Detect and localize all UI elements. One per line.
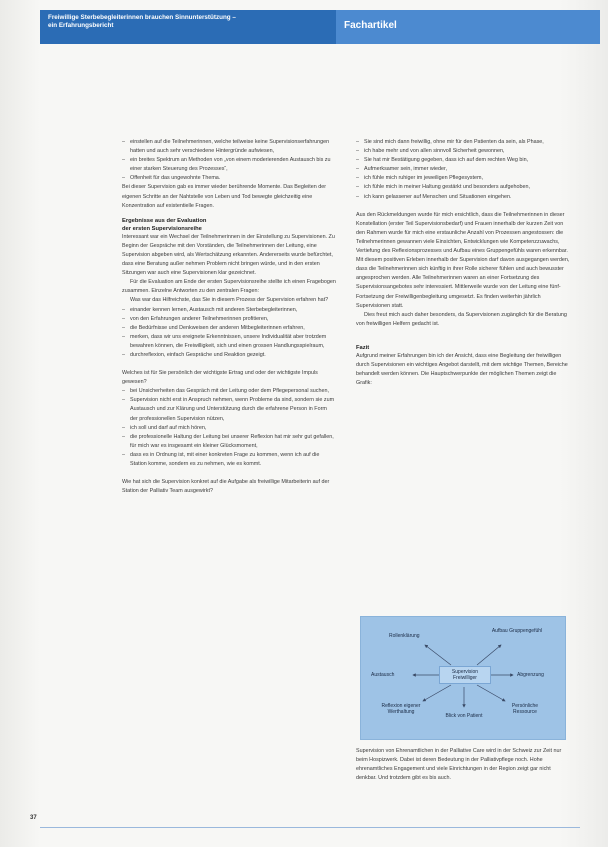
section-heading: Fazit <box>356 344 370 351</box>
list-item: – einstellen auf die Teilnehmerinnen, welche teilweise keine Supervisionserfahrungen hatten und auch sehr verschiedene Hintergründe aufwiesen, <box>122 138 336 156</box>
paragraph: Interessant war ein Wechsel der Teilnehmerinnen in der Einstellung zu Supervisionen. Zu Beginn der Gespräche mit den Vorständen, die Teilnehmerinnen der Leitung, eine Supervision abgeben wird, als Wertschätzung erkannten. Andererseits wurde befürchtet, dass eine Beratung außer nehmen Problem nicht bringen würde, und in den ersten Sitzungen war auch eine Supervisionen klar gezeichnet. <box>122 233 335 277</box>
header-title-line2: ein Erfahrungsbericht <box>48 22 114 29</box>
list-item: – ein breites Spektrum an Methoden von „von einem moderierenden Austausch bis zu einer starken Steuerung des Prozesses“, <box>122 156 336 174</box>
diagram-node: Abgrenzung <box>517 672 544 678</box>
list-item: – Supervision nicht erst in Anspruch nehmen, wenn Probleme da sind, sondern sie zum Austausch und zur Klärung und Unterstützung durch die erfahrene Person in Form der professionellen Supervision nützen, <box>122 396 336 423</box>
paragraph: Aufgrund meiner Erfahrungen bin ich der Ansicht, dass eine Begleitung der freiwilligen durch Supervisionen ein wichtiges Angebot darstellt, mit dem wichtige Themen, Bereiche behandelt werden können. Die Hauptschwerpunkte der möglichen Themen zeigt die Grafik: <box>356 352 568 387</box>
paragraph: Bei dieser Supervision gab es immer wieder berührende Momente. Das Begleiten der eigenen Schritte an der Nahtstelle von Leben und Tod bewegte gleichzeitig eine Konzentration auf existentielle Fragen. <box>122 184 327 209</box>
header-title <box>40 10 336 44</box>
paragraph: Dies freut mich auch daher besonders, da Supervisionen zugänglich für die Beratung von freiwilligen Helfern gedacht ist. <box>356 311 567 327</box>
supervision-diagram <box>360 616 566 740</box>
page-number: 37 <box>30 815 37 821</box>
diagram-node: Persönliche Ressource <box>511 703 539 715</box>
diagram-node: Aufbau Gruppengefühl <box>491 628 543 634</box>
list-item: – merken, dass wir uns ereignete Erkenntnissen, unsere Individualität aber trotzdem bewahren können, die Freiwilligkeit, sich und einen grossen Handlungsspielraum, <box>122 333 336 351</box>
right-bullets-top <box>356 138 570 202</box>
list-item: – Sie sind mich dann freiwillig, ohne mir für den Patienten da sein, als Phase, <box>356 138 570 147</box>
header-section: Fachartikel <box>336 10 600 44</box>
header-title-line1: Freiwillige Sterbebegleiterinnen brauchen Sinnunterstützung – <box>48 14 236 21</box>
list-item: – ich soll und darf auf mich hören, <box>122 424 336 433</box>
left-column <box>122 138 336 496</box>
paragraph: Was war das Hilfreichste, das Sie in diesem Prozess der Supervision erfahren hat? <box>130 297 329 304</box>
paragraph: Supervision von Ehrenamtlichen in der Palliative Care wird in der Schweiz zur Zeit nur beim Hospizwerk. Dabei ist deren Bedeutung in der Palliativpflege noch. Hohe ehrenamtliches Engagement und viele Einrichtungen in der Region zeigt gar nicht denkbar. Und trotzdem gibt es bis auch. <box>356 748 562 782</box>
left-bullets-bottom <box>122 387 336 469</box>
left-bullets-mid <box>122 306 336 361</box>
list-item: – von den Erfahrungen anderer Teilnehmerinnen profitieren, <box>122 315 336 324</box>
list-item: – bei Unsicherheiten das Gespräch mit der Leitung oder dem Pflegepersonal suchen, <box>122 387 336 396</box>
arrow <box>477 685 505 701</box>
list-item: – Aufmerksamer sein, immer wieder, <box>356 165 570 174</box>
diagram-node: Rollenklärung <box>389 633 420 639</box>
list-item: – ich kann gelassener auf Menschen und Situationen eingehen. <box>356 193 570 202</box>
paragraph: Aus den Rückmeldungen wurde für mich ersichtlich, dass die Teilnehmerinnen in dieser Konstellation (erster Teil Supervisionsbedarf) und Frauen innerhalb der kurzen Zeit von den Rahmen wurde für mich eine erstaunliche Anzahl von Prozessen angestossen: die Teilnehmerinnen gewannen viele Einsichten, Entwicklungen wie Kompetenzzuwachs, Vertiefung des Reflexionsprozesses und Aufbau eines Gruppengefühls waren erkennbar. Mit diesem positiven Erleben innerhalb der Supervision darf davon ausgegangen werden, dass die Teilnehmerinnen sich künftig in ihrer Rolle sicherer fühlen und auch bewusster angesprochen werden. Alle Teilnehmerinnen waren an einer Fortsetzung des Supervisionsangebotes sehr interessiert. Mittlerweile wurde von der Leitung eine fünf-Fortsetzung der Freiwilligenbegleitung umgesetzt. Es finden weiterhin jährlich Supervisionen statt. <box>356 211 570 309</box>
list-item: – durchreflexion, einfach Gespräche und Reaktion gezeigt. <box>122 351 336 360</box>
section-heading <box>122 217 336 233</box>
paragraph: Für die Evaluation am Ende der ersten Supervisionsreihe stellte ich einen Fragebogen zusammen. Einzelne Antworten zu den zentralen Fragen: <box>122 279 336 295</box>
right-column <box>356 138 570 388</box>
list-item: – Sie hat mir Bestätigung gegeben, dass ich auf dem rechten Weg bin, <box>356 156 570 165</box>
paragraph: Wie hat sich die Supervision konkret auf die Aufgabe als freiwillige Mitarbeiterin auf der Station der Palliativ Team ausgewirkt? <box>122 479 330 495</box>
list-item: – dass es in Ordnung ist, mit einer konkreten Frage zu kommen, wenn ich auf die Station komme, sondern es zu nehmen, wie es kommt. <box>122 451 336 469</box>
list-item: – die Bedürfnisse und Denkweisen der anderen Mitbegleiterinnen erfahren, <box>122 324 336 333</box>
diagram-node: Reflexion eigener Werthaltung <box>381 703 421 715</box>
list-item: – ich fühle mich in meiner Haltung gestärkt und besonders aufgehoben, <box>356 183 570 192</box>
arrow <box>423 685 451 701</box>
diagram-center-node: Supervision Freiwilliger <box>439 666 491 684</box>
diagram-node: Austausch <box>371 672 395 678</box>
list-item: – einander kennen lernen, Austausch mit anderen Sterbebegleiterinnen, <box>122 306 336 315</box>
heading-line1: Ergebnisse aus der Evaluation <box>122 217 207 224</box>
diagram-node: Blick von Patient <box>445 713 483 719</box>
list-item: – Offenheit für das ungewohnte Thema. <box>122 174 336 183</box>
list-item: – ich habe mehr und von allen sinnvoll Sicherheit gewonnen, <box>356 147 570 156</box>
footer-rule <box>40 827 580 828</box>
list-item: – ich fühle mich ruhiger im jeweiligen Pflegesystem, <box>356 174 570 183</box>
arrow <box>477 645 501 665</box>
list-item: – die professionelle Haltung der Leitung bei unserer Reflexion hat mir sehr gut gefallen, für mich war es insgesamt ein kleiner Glücksmoment, <box>122 433 336 451</box>
left-bullets-top <box>122 138 336 183</box>
heading-line2: der ersten Supervisionsreihe <box>122 225 202 232</box>
arrow <box>425 645 451 665</box>
paragraph: Welches ist für Sie persönlich der wichtigste Ertrag und oder der wichtigste Impuls gewesen? <box>122 370 318 386</box>
article-header <box>40 10 600 44</box>
